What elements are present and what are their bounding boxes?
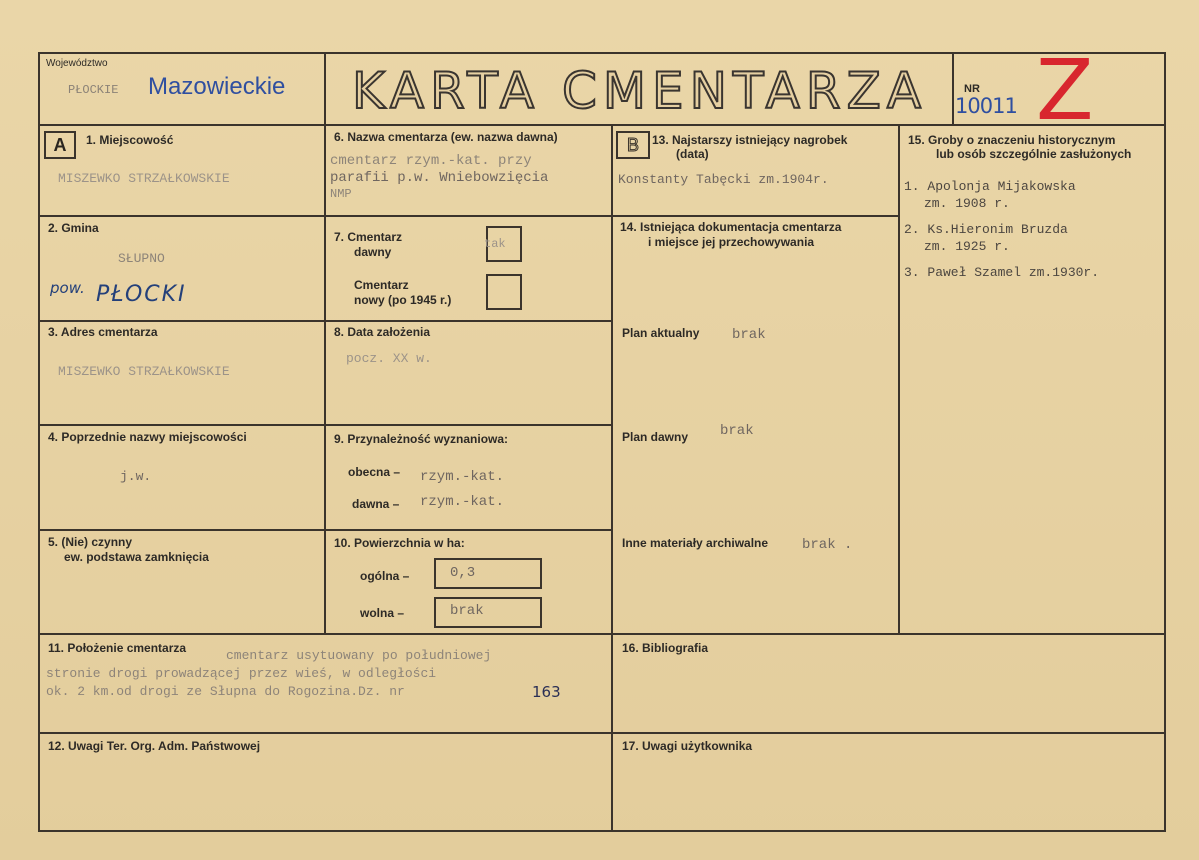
rule-row5 [38, 633, 1166, 635]
f11-label: 11. Położenie cmentarza [48, 641, 187, 655]
rule-col-a [324, 52, 326, 635]
f15-item1-line1: 1. Apolonja Mijakowska [904, 179, 1076, 194]
f2-pow-value: PŁOCKI [96, 282, 187, 307]
f10-label: 10. Powierzchnia w ha: [334, 536, 465, 550]
f11-line3: ok. 2 km.od drogi ze Słupna do Rogozina.Dz. nr [46, 684, 405, 699]
section-b-letter: B [626, 135, 639, 155]
f1-label: 1. Miejscowość [86, 133, 174, 147]
f10-wolna-label: wolna – [360, 606, 405, 620]
f2-value: SŁUPNO [118, 251, 165, 266]
f14-plan-aktualny-value: brak [732, 327, 766, 343]
category-letter-stamp: Z [1036, 41, 1094, 139]
rule-top [38, 52, 1166, 54]
f9-obecna-value: rzym.-kat. [420, 469, 505, 485]
f3-value: MISZEWKO STRZAŁKOWSKIE [58, 364, 230, 379]
f14-plan-dawny-label: Plan dawny [622, 430, 689, 444]
f15-item3-line1: 3. Paweł Szamel zm.1930r. [904, 265, 1100, 280]
f12-label: 12. Uwagi Ter. Org. Adm. Państwowej [48, 739, 261, 753]
wojewodztwo-label: Województwo [46, 58, 108, 69]
f9-dawna-value: rzym.-kat. [420, 494, 505, 510]
f8-label: 8. Data założenia [334, 325, 431, 339]
f14-plan-dawny-value: brak [720, 423, 754, 439]
f15-label-line2: lub osób szczególnie zasłużonych [936, 147, 1132, 161]
f7-label-nowy-1: Cmentarz [354, 278, 409, 292]
f13-label-line2: (data) [676, 147, 709, 161]
rule-title-right [952, 52, 954, 126]
section-b-marker [616, 131, 650, 159]
f5-label-line2: ew. podstawa zamknięcia [64, 550, 209, 564]
rule-bottom [38, 830, 1166, 832]
f11-dz-nr: 163 [532, 683, 561, 701]
rule-header-bottom [38, 124, 1166, 126]
f10-ogolna-value: 0,3 [450, 565, 476, 581]
f7-label-nowy-2: nowy (po 1945 r.) [354, 293, 452, 307]
f15-item2-line1: 2. Ks.Hieronim Bruzda [904, 222, 1068, 237]
rule-row6 [38, 732, 1166, 734]
f14-label-line1: 14. Istniejąca dokumentacja cmentarza [620, 220, 842, 234]
wojewodztwo-stamp: Mazowieckie [148, 73, 286, 100]
f10-ogolna-label: ogólna – [360, 569, 410, 583]
f6-label: 6. Nazwa cmentarza (ew. nazwa dawna) [334, 130, 558, 144]
rule-left [38, 52, 40, 832]
f6-line2: parafii p.w. Wniebowzięcia [330, 170, 549, 186]
f9-obecna-label: obecna – [348, 465, 401, 479]
f9-label: 9. Przynależność wyznaniowa: [334, 432, 509, 446]
f2-label: 2. Gmina [48, 221, 99, 235]
f8-value: pocz. XX w. [346, 351, 432, 366]
nr-value: 10011 [955, 94, 1017, 118]
f17-label: 17. Uwagi użytkownika [622, 739, 753, 753]
f15-label-line1: 15. Groby o znaczeniu historycznym [908, 133, 1116, 147]
f11-line2: stronie drogi prowadzącej przez wieś, w odległości [46, 666, 437, 681]
f14-label-line2: i miejsce jej przechowywania [648, 235, 815, 249]
f6-line1: cmentarz rzym.-kat. przy [330, 153, 532, 169]
f7-dawny-value: tak [484, 237, 506, 251]
f1-value: MISZEWKO STRZAŁKOWSKIE [58, 171, 230, 186]
rule-col-b [611, 124, 613, 832]
f16-label: 16. Bibliografia [622, 641, 709, 655]
f6-line3: NMP [330, 187, 352, 201]
rule-row1 [38, 215, 900, 217]
rule-col-c [898, 124, 900, 635]
f11-line1: cmentarz usytuowany po południowej [226, 648, 492, 663]
wojewodztwo-typed: PŁOCKIE [68, 83, 119, 97]
f14-inne-label: Inne materiały archiwalne [622, 536, 769, 550]
f2-pow-prefix: pow. [50, 279, 85, 297]
f7-label-dawny-1: 7. Cmentarz [334, 230, 403, 244]
f14-inne-value: brak . [802, 537, 853, 553]
f13-label-line1: 13. Najstarszy istniejący nagrobek [652, 133, 848, 147]
f3-label: 3. Adres cmentarza [48, 325, 158, 339]
f15-item1-line2: zm. 1908 r. [924, 196, 1010, 211]
f4-value: j.w. [120, 469, 152, 484]
f4-label: 4. Poprzednie nazwy miejscowości [48, 430, 247, 444]
section-a-letter: A [53, 135, 67, 155]
nr-label: NR [964, 83, 980, 95]
card-title: KARTA CMENTARZA [352, 62, 928, 120]
f15-item2-line2: zm. 1925 r. [924, 239, 1010, 254]
rule-right [1164, 52, 1166, 832]
f9-dawna-label: dawna – [352, 497, 400, 511]
f14-plan-aktualny-label: Plan aktualny [622, 326, 700, 340]
f10-wolna-value: brak [450, 603, 484, 619]
f13-value: Konstanty Tabęcki zm.1904r. [618, 172, 829, 187]
f5-label-line1: 5. (Nie) czynny [48, 535, 133, 549]
section-a-marker [44, 131, 76, 159]
f7-nowy-checkbox[interactable] [486, 274, 522, 310]
f7-label-dawny-2: dawny [354, 245, 392, 259]
